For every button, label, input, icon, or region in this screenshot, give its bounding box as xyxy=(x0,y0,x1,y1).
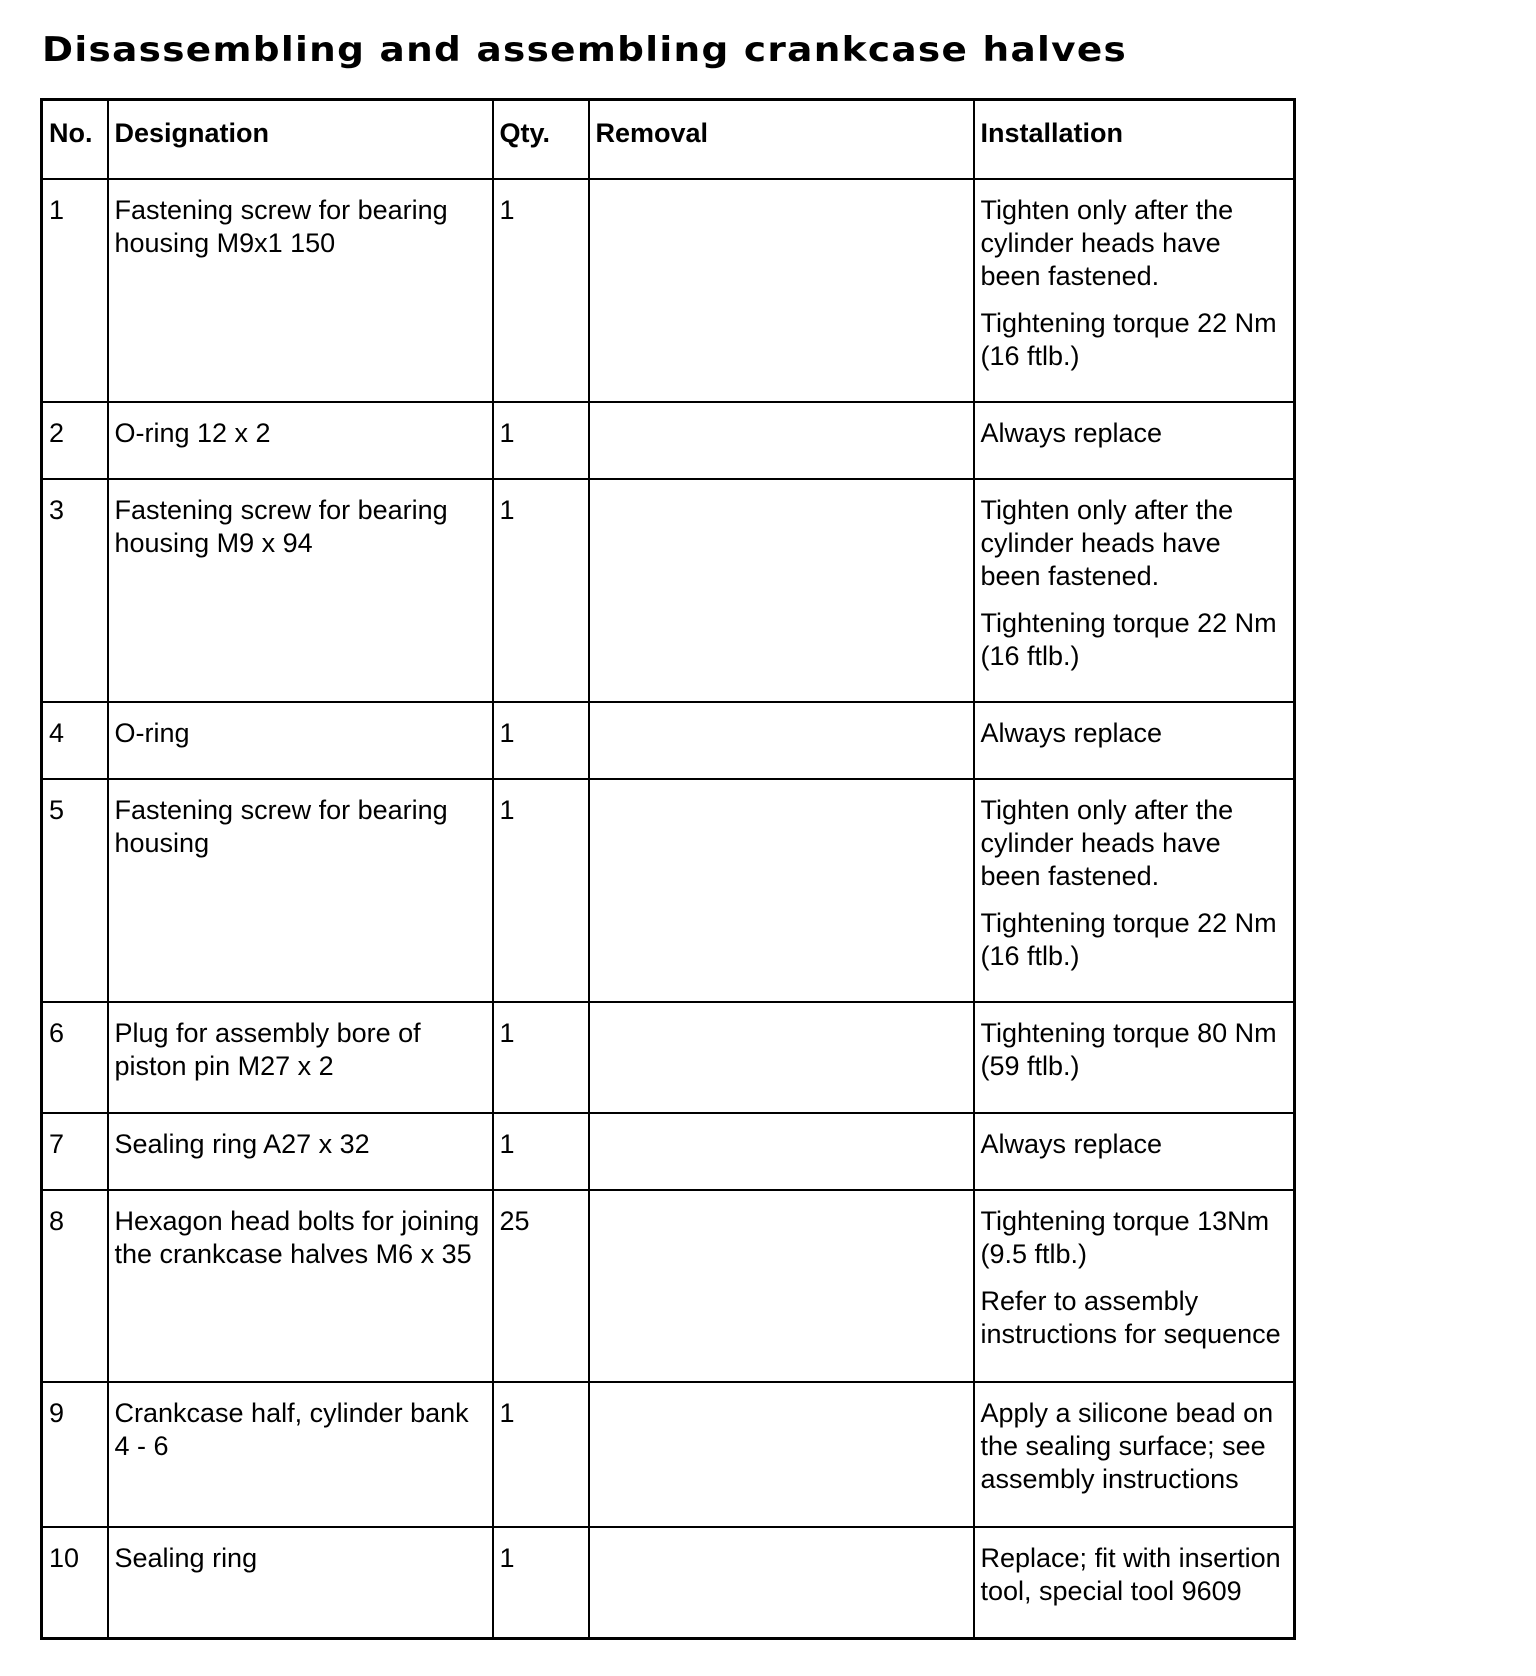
installation-note: Always replace xyxy=(980,718,1163,748)
cell-installation xyxy=(974,402,1295,479)
installation-note: Always replace xyxy=(980,418,1163,448)
table-row xyxy=(42,179,1295,402)
installation-note: Tightening torque 22 Nm (16 ftlb.) xyxy=(980,608,1277,671)
installation-note: Tightening torque 22 Nm (16 ftlb.) xyxy=(980,308,1277,371)
cell-removal xyxy=(589,179,974,402)
table-header-row xyxy=(42,100,1295,180)
cell-qty: 25 xyxy=(493,1190,589,1382)
installation-note: Always replace xyxy=(980,1129,1163,1159)
cell-no: 2 xyxy=(42,402,108,479)
cell-no: 1 xyxy=(42,179,108,402)
installation-note: Replace; fit with insertion tool, special tool 9609 xyxy=(980,1543,1281,1606)
cell-qty: 1 xyxy=(493,1113,589,1190)
table-row xyxy=(42,702,1295,779)
cell-removal xyxy=(589,1527,974,1639)
header-designation: Designation xyxy=(108,100,493,180)
table-row xyxy=(42,1002,1295,1113)
cell-installation xyxy=(974,1382,1295,1527)
cell-qty: 1 xyxy=(493,1527,589,1639)
cell-qty: 1 xyxy=(493,779,589,1002)
cell-qty: 1 xyxy=(493,1382,589,1527)
cell-removal xyxy=(589,779,974,1002)
cell-installation xyxy=(974,1527,1295,1639)
cell-installation xyxy=(974,1190,1295,1382)
installation-note: Refer to assembly instructions for sequence xyxy=(980,1286,1281,1349)
cell-qty: 1 xyxy=(493,479,589,702)
table-row xyxy=(42,779,1295,1002)
cell-removal xyxy=(589,1190,974,1382)
cell-no: 5 xyxy=(42,779,108,1002)
cell-removal xyxy=(589,402,974,479)
cell-qty: 1 xyxy=(493,179,589,402)
cell-no: 3 xyxy=(42,479,108,702)
table-row xyxy=(42,402,1295,479)
cell-removal xyxy=(589,702,974,779)
installation-note: Tightening torque 13Nm (9.5 ftlb.) xyxy=(980,1206,1270,1269)
cell-no: 9 xyxy=(42,1382,108,1527)
cell-no: 10 xyxy=(42,1527,108,1639)
cell-installation xyxy=(974,702,1295,779)
installation-note: Tightening torque 22 Nm (16 ftlb.) xyxy=(980,908,1277,971)
installation-note: Tightening torque 80 Nm (59 ftlb.) xyxy=(980,1018,1277,1081)
header-installation: Installation xyxy=(974,100,1295,180)
table-row xyxy=(42,1382,1295,1527)
cell-qty: 1 xyxy=(493,1002,589,1113)
cell-installation xyxy=(974,779,1295,1002)
cell-installation xyxy=(974,179,1295,402)
table-row xyxy=(42,1113,1295,1190)
cell-designation: Fastening screw for bearing housing M9 x 94 xyxy=(108,479,493,702)
cell-no: 8 xyxy=(42,1190,108,1382)
parts-table xyxy=(40,98,1296,1640)
cell-removal xyxy=(589,1113,974,1190)
cell-no: 7 xyxy=(42,1113,108,1190)
cell-designation: Plug for assembly bore of piston pin M27 x 2 xyxy=(108,1002,493,1113)
page-title: Disassembling and assembling crankcase halves xyxy=(42,30,1128,70)
cell-qty: 1 xyxy=(493,702,589,779)
installation-note: Tighten only after the cylinder heads have been fastened. xyxy=(980,195,1234,291)
cell-designation: Hexagon head bolts for joining the crankcase halves M6 x 35 xyxy=(108,1190,493,1382)
cell-installation xyxy=(974,1002,1295,1113)
cell-designation: Sealing ring A27 x 32 xyxy=(108,1113,493,1190)
cell-removal xyxy=(589,1002,974,1113)
header-removal: Removal xyxy=(589,100,974,180)
cell-designation: Sealing ring xyxy=(108,1527,493,1639)
table-row xyxy=(42,479,1295,702)
header-qty: Qty. xyxy=(493,100,589,180)
cell-designation: O-ring xyxy=(108,702,493,779)
installation-note: Apply a silicone bead on the sealing surface; see assembly instructions xyxy=(980,1398,1274,1494)
table-row xyxy=(42,1527,1295,1639)
installation-note: Tighten only after the cylinder heads have been fastened. xyxy=(980,795,1234,891)
cell-designation: Crankcase half, cylinder bank 4 - 6 xyxy=(108,1382,493,1527)
cell-no: 4 xyxy=(42,702,108,779)
cell-designation: O-ring 12 x 2 xyxy=(108,402,493,479)
header-no: No. xyxy=(42,100,108,180)
cell-designation: Fastening screw for bearing housing xyxy=(108,779,493,1002)
cell-installation xyxy=(974,479,1295,702)
installation-note: Tighten only after the cylinder heads have been fastened. xyxy=(980,495,1234,591)
table-row xyxy=(42,1190,1295,1382)
cell-installation xyxy=(974,1113,1295,1190)
cell-no: 6 xyxy=(42,1002,108,1113)
cell-removal xyxy=(589,479,974,702)
cell-qty: 1 xyxy=(493,402,589,479)
cell-removal xyxy=(589,1382,974,1527)
cell-designation: Fastening screw for bearing housing M9x1 150 xyxy=(108,179,493,402)
